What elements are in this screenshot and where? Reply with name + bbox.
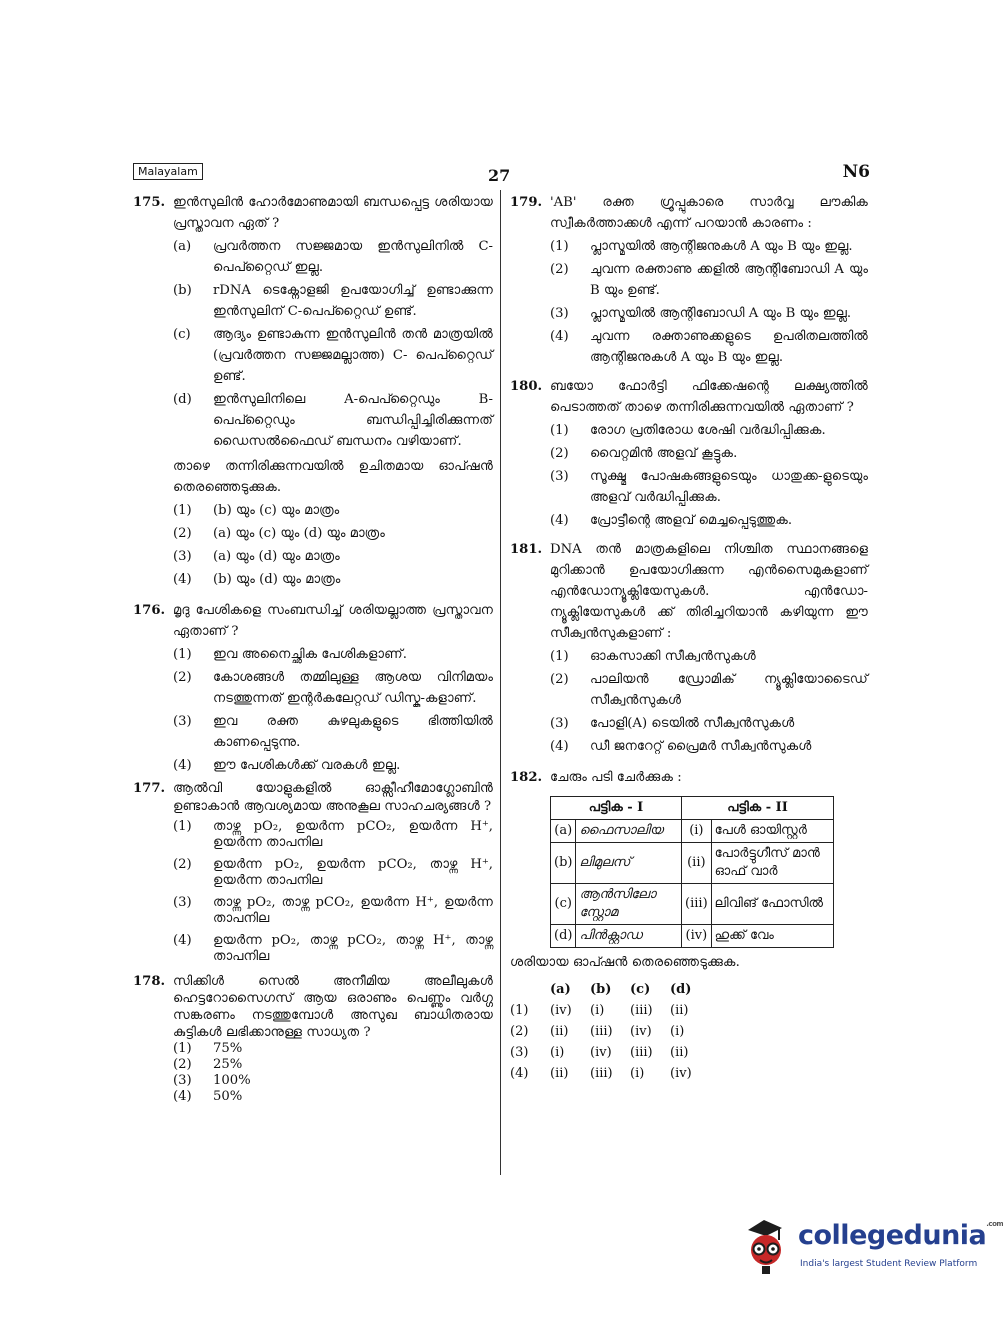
logo-wordmark: [798, 1220, 1003, 1251]
option: [173, 1041, 493, 1057]
answer-head: (b): [590, 982, 612, 997]
answer-label: (2): [510, 1024, 529, 1039]
option: [550, 510, 868, 531]
option-label: (4): [550, 329, 569, 344]
option-label: (4): [550, 739, 569, 754]
option: [173, 667, 493, 709]
answer-value: (iv): [630, 1024, 652, 1039]
choice: [173, 500, 493, 521]
row-label: (d): [551, 925, 576, 948]
option: [173, 819, 493, 851]
option-label: (3): [173, 714, 192, 729]
answer-value: (ii): [550, 1066, 569, 1081]
question-number: 177.: [133, 781, 166, 796]
question-181: [510, 539, 868, 757]
option-text: പോളി(A) ടെയിൽ സീക്വൻസുകൾ: [590, 716, 795, 731]
option: [173, 711, 493, 753]
question-text: ഇൻസുലിൻ ഹോർമോണുമായി ബന്ധപ്പെട്ട ശരിയായ പ്രസ്താവന ഏത് ?: [173, 195, 493, 231]
option-label: (3): [173, 895, 192, 910]
answer-value: (ii): [670, 1003, 689, 1018]
answer-head: (a): [550, 982, 571, 997]
question-text: ആൽവി യോളുകളിൽ ഓക്സീഹീമോഗ്ലോബിൻ ഉണ്ടാകാൻ ആവശ്യമായ അനുകൂല സാഹചര്യങ്ങൾ ?: [173, 781, 493, 814]
answer-value: (i): [590, 1003, 605, 1018]
answer-value: (iv): [590, 1045, 612, 1060]
option-text: ഓകസാക്കി സീക്വൻസുകൾ: [590, 649, 756, 664]
option: [550, 303, 868, 324]
list-2-item: ലിവിങ് ഫോസിൽ: [711, 884, 833, 925]
option-label: (4): [173, 933, 192, 948]
row-label: (a): [551, 820, 576, 843]
logo-name: collegedunia: [798, 1220, 987, 1251]
option-label: (4): [173, 758, 192, 773]
answer-value: (iv): [550, 1003, 572, 1018]
option: [173, 389, 493, 452]
list-1-item: ലിമുലസ്: [576, 843, 682, 884]
answer-value: (iv): [670, 1066, 692, 1081]
choice-text: (a) യും (d) യും മാത്രം: [213, 549, 340, 564]
option-label: (d): [173, 392, 192, 407]
answer-value: (i): [550, 1045, 565, 1060]
option-text: പാലിയൻ ഡ്രോമിക് ന്യൂക്ലിയോടൈഡ് സീക്വൻസുകൾ: [590, 672, 868, 708]
page-number: 27: [488, 166, 511, 185]
option-text: താഴ്ന്ന pO₂, താഴ്ന്ന pCO₂, ഉയർന്ന H⁺, ഉയർന്ന താപനില: [213, 895, 493, 926]
option-label: (3): [550, 716, 569, 731]
booklet-code: N6: [842, 162, 870, 182]
table-row: [551, 925, 834, 948]
option-label: (b): [173, 283, 192, 298]
option-text: ഇൻസുലിനിലെ A-പെപ്റ്റൈഡും B-പെപ്റ്റൈഡും ബന്ധിപ്പിച്ചിരിക്കുന്നത് ഡൈസൽഫൈഡ് ബന്ധനം വഴിയാണ്.: [213, 392, 493, 449]
option-text: കോശങ്ങൾ തമ്മിലുള്ള ആശയ വിനിമയം നടത്തുന്നത് ഇന്റർകലേറ്റഡ് ഡിസ്കു-കളാണ്.: [213, 670, 493, 706]
choice-text: (b) യും (d) യും മാത്രം: [213, 572, 341, 587]
option-label: (1): [173, 1041, 192, 1056]
option-text: 25%: [213, 1057, 243, 1072]
answer-value: (ii): [550, 1024, 569, 1039]
option: [173, 857, 493, 889]
left-column: [133, 192, 493, 1109]
option-label: (3): [550, 469, 569, 484]
question-number: 175.: [133, 195, 166, 210]
option-label: (1): [173, 819, 192, 834]
option-label: (1): [550, 239, 569, 254]
answer-value: (iii): [630, 1045, 653, 1060]
choice-text: (b) യും (c) യും മാത്രം: [213, 503, 340, 518]
option: [550, 646, 868, 667]
option-text: ഈ പേശികൾക്ക് വരകൾ ഇല്ല.: [213, 758, 401, 773]
row-label: (iv): [682, 925, 712, 948]
list-1-item: ആൻസിലോ സ്റ്റോമ: [576, 884, 682, 925]
question-number: 180.: [510, 379, 543, 394]
option: [550, 466, 868, 508]
table-row: [551, 884, 834, 925]
option: [550, 259, 868, 301]
question-text: 'AB' രക്ത ഗ്രൂപ്പുകാരെ സാർവ്വ ലൗകിക സ്വീകർത്താക്കൾ എന്ന് പറയാൻ കാരണം :: [550, 195, 868, 231]
language-label: Malayalam: [133, 163, 203, 180]
list-1-item: ഫൈസാലിയ: [576, 820, 682, 843]
option-text: സൂക്ഷ്മ പോഷകങ്ങളുടെയും ധാതുക്ക-ളുടെയും അളവ് വർദ്ധിപ്പിക്കുക.: [590, 469, 868, 505]
option: [173, 1073, 493, 1089]
option-text: ആദ്യം ഉണ്ടാകുന്ന ഇൻസുലിൻ തൻ മാത്രയിൽ (പ്രവർത്തന സജ്ജമല്ലാത്ത) C- പെപ്റ്റൈഡ് ഉണ്ട്.: [213, 327, 493, 384]
option-text: രോഗ പ്രതിരോധ ശേഷി വർദ്ധിപ്പിക്കുക.: [590, 423, 826, 438]
option-text: താഴ്ന്ന pO₂, ഉയർന്ന pCO₂, ഉയർന്ന H⁺, ഉയർന്ന താപനില: [213, 819, 493, 850]
row-label: (i): [682, 820, 712, 843]
option: [173, 895, 493, 927]
choice: [173, 523, 493, 544]
row-label: (b): [551, 843, 576, 884]
row-label: (c): [551, 884, 576, 925]
option-label: (c): [173, 327, 191, 342]
option: [550, 713, 868, 734]
question-182: [510, 767, 868, 948]
option: [173, 280, 493, 322]
row-label: (iii): [682, 884, 712, 925]
choice-label: (3): [173, 549, 192, 564]
option-text: വൈറ്റമിൻ അളവ് കൂട്ടുക.: [590, 446, 738, 461]
option-text: ഉയർന്ന pO₂, താഴ്ന്ന pCO₂, താഴ്ന്ന H⁺, താഴ്ന്ന താപനില: [213, 933, 493, 964]
answer-table: [510, 979, 710, 1084]
answer-head: (d): [670, 982, 692, 997]
question-179: [510, 192, 868, 368]
question-number: 179.: [510, 195, 543, 210]
question-number: 182.: [510, 770, 543, 785]
answer-row: [510, 1021, 710, 1042]
option-label: (3): [173, 1073, 192, 1088]
option: [173, 755, 493, 776]
option-text: ഉയർന്ന pO₂, ഉയർന്ന pCO₂, താഴ്ന്ന H⁺, ഉയർന്ന താപനില: [213, 857, 493, 888]
collegedunia-logo: [742, 1212, 1003, 1282]
option-text: പ്ലാസ്മയിൽ ആന്റിജനുകൾ A യും B യും ഇല്ല.: [590, 239, 853, 254]
list-2-item: പേൾ ഓയിസ്റ്റർ: [711, 820, 833, 843]
option-text: ചുവന്ന രക്താണുക്കളുടെ ഉപരിതലത്തിൽ ആന്റിജനുകൾ A യും B യും ഇല്ല.: [590, 329, 868, 365]
option-text: ഇവ അനൈച്ഛിക പേശികളാണ്.: [213, 647, 407, 662]
question-text: സിക്കിൾ സെൽ അനീമിയ അലീലുകൾ ഹെട്ടറോസൈഗസ് ആയ ഒരാണും പെണ്ണും വർഗ്ഗ സങ്കരണം നടത്തുമ്പോൾ അസുഖ ബാധിതരായ കുട്ടികൾ ലഭിക്കാനുള്ള സാധ്യത ?: [173, 974, 493, 1040]
option: [173, 644, 493, 665]
option-text: rDNA ടെക്നോളജി ഉപയോഗിച്ച് ഉണ്ടാക്കുന്ന ഇൻസുലിന് C-പെപ്റ്റൈഡ് ഉണ്ട്.: [213, 283, 493, 319]
answer-value: (iii): [590, 1066, 613, 1081]
option-label: (2): [173, 857, 192, 872]
choice: [173, 569, 493, 590]
table-row: [551, 820, 834, 843]
option-label: (2): [550, 672, 569, 687]
option-text: ചുവന്ന രക്താണു ക്കളിൽ ആന്റിബോഡി A യും B യും ഉണ്ട്.: [590, 262, 868, 298]
question-text: ബയോ ഫോർട്ടി ഫിക്കേഷന്റെ ലക്ഷ്യത്തിൽ പെടാത്തത് താഴെ തന്നിരിക്കുന്നവയിൽ ഏതാണ് ?: [550, 379, 868, 415]
option-label: (2): [550, 262, 569, 277]
question-number: 181.: [510, 542, 543, 557]
question-175: [133, 192, 493, 590]
option-label: (2): [550, 446, 569, 461]
question-180: [510, 376, 868, 531]
answer-label: (3): [510, 1045, 529, 1060]
list-2-item: പോർട്ടുഗീസ് മാൻ ഓഫ് വാർ: [711, 843, 833, 884]
option-text: 75%: [213, 1041, 243, 1056]
option-text: ഇവ രക്ത കുഴലുകളുടെ ഭിത്തിയിൽ കാണപ്പെടുന്നു.: [213, 714, 493, 750]
choice: [173, 546, 493, 567]
question-176: [133, 600, 493, 776]
option: [550, 326, 868, 368]
list-2-item: ഹുക്ക് വേം: [711, 925, 833, 948]
question-178: [133, 973, 493, 1105]
choice-label: (1): [173, 503, 192, 518]
match-table: [550, 796, 834, 948]
answer-value: (i): [670, 1024, 685, 1039]
answer-head: (c): [630, 982, 651, 997]
answer-label: (4): [510, 1066, 529, 1081]
option-label: (1): [173, 647, 192, 662]
column-divider: [500, 190, 501, 1175]
column-header-list-2: പട്ടിക - II: [682, 797, 834, 820]
option-text: 100%: [213, 1073, 251, 1088]
option-label: (1): [550, 649, 569, 664]
answer-row: [510, 1063, 710, 1084]
option: [550, 236, 868, 257]
question-number: 178.: [133, 974, 166, 989]
option-label: (a): [173, 239, 192, 254]
answer-value: (iii): [590, 1024, 613, 1039]
choice-text: (a) യും (c) യും (d) യും മാത്രം: [213, 526, 385, 541]
answer-row: [510, 1042, 710, 1063]
option-text: പ്ലാസ്മയിൽ ആന്റിബോഡി A യും B യും ഇല്ല.: [590, 306, 852, 321]
logo-suffix: .com: [986, 1220, 1003, 1228]
question-text: മൃദു പേശികളെ സംബന്ധിച്ച് ശരിയല്ലാത്ത പ്രസ്താവന ഏതാണ് ?: [173, 603, 493, 639]
column-header-list-1: പട്ടിക - I: [551, 797, 682, 820]
answer-value: (iii): [630, 1003, 653, 1018]
choice-label: (2): [173, 526, 192, 541]
option-text: പ്രവർത്തന സജ്ജമായ ഇൻസുലിനിൽ C- പെപ്റ്റൈഡ് ഇല്ല.: [213, 239, 493, 275]
option-label: (3): [550, 306, 569, 321]
logo-tagline: India's largest Student Review Platform: [800, 1259, 978, 1269]
option-text: ഡീ ജനറേറ്റ് പ്രൈമർ സീക്വൻസുകൾ: [590, 739, 812, 754]
option: [173, 933, 493, 965]
option: [550, 443, 868, 464]
question-text: ചേരും പടി ചേർക്കുക :: [550, 770, 682, 785]
option-text: 50%: [213, 1089, 243, 1104]
question-177: [133, 780, 493, 965]
instruction-text: ശരിയായ ഓപ്ഷൻ തെരഞ്ഞെടുക്കുക.: [510, 955, 740, 970]
option-label: (2): [173, 1057, 192, 1072]
choice-label: (4): [173, 572, 192, 587]
row-label: (ii): [682, 843, 712, 884]
option-label: (2): [173, 670, 192, 685]
question-text: DNA തൻ മാത്രകളിലെ നിശ്ചിത സ്ഥാനങ്ങളെ മുറിക്കാൻ ഉപയോഗിക്കുന്ന എൻസൈമുകളാണ് എൻഡോന്യൂക്ലിയേസുകൾ. എൻഡോ-ന്യൂക്ലിയേസുകൾ ക്ക് തിരിച്ചറിയാൻ കഴിയുന്ന ഈ സീക്വൻസുകളാണ് :: [550, 542, 868, 641]
answer-value: (ii): [670, 1045, 689, 1060]
right-column: [510, 192, 868, 1084]
option: [550, 736, 868, 757]
answer-value: (i): [630, 1066, 645, 1081]
option: [173, 324, 493, 387]
answer-row: [510, 1000, 710, 1021]
option-text: പ്രോട്ടീന്റെ അളവ് മെച്ചപ്പെടുത്തുക.: [590, 513, 793, 528]
question-number: 176.: [133, 603, 166, 618]
answer-header-row: [510, 979, 710, 1000]
list-1-item: പിൻക്റ്റാഡ: [576, 925, 682, 948]
option: [550, 669, 868, 711]
option-label: (1): [550, 423, 569, 438]
option-label: (4): [550, 513, 569, 528]
option: [173, 1057, 493, 1073]
answer-label: (1): [510, 1003, 529, 1018]
mascot-icon: [742, 1216, 792, 1276]
instruction-text: താഴെ തന്നിരിക്കുന്നവയിൽ ഉചിതമായ ഓപ്ഷൻ തെരഞ്ഞെടുക്കുക.: [173, 459, 493, 495]
option-label: (4): [173, 1089, 192, 1104]
table-row: [551, 843, 834, 884]
option: [550, 420, 868, 441]
option: [173, 236, 493, 278]
option: [173, 1089, 493, 1105]
